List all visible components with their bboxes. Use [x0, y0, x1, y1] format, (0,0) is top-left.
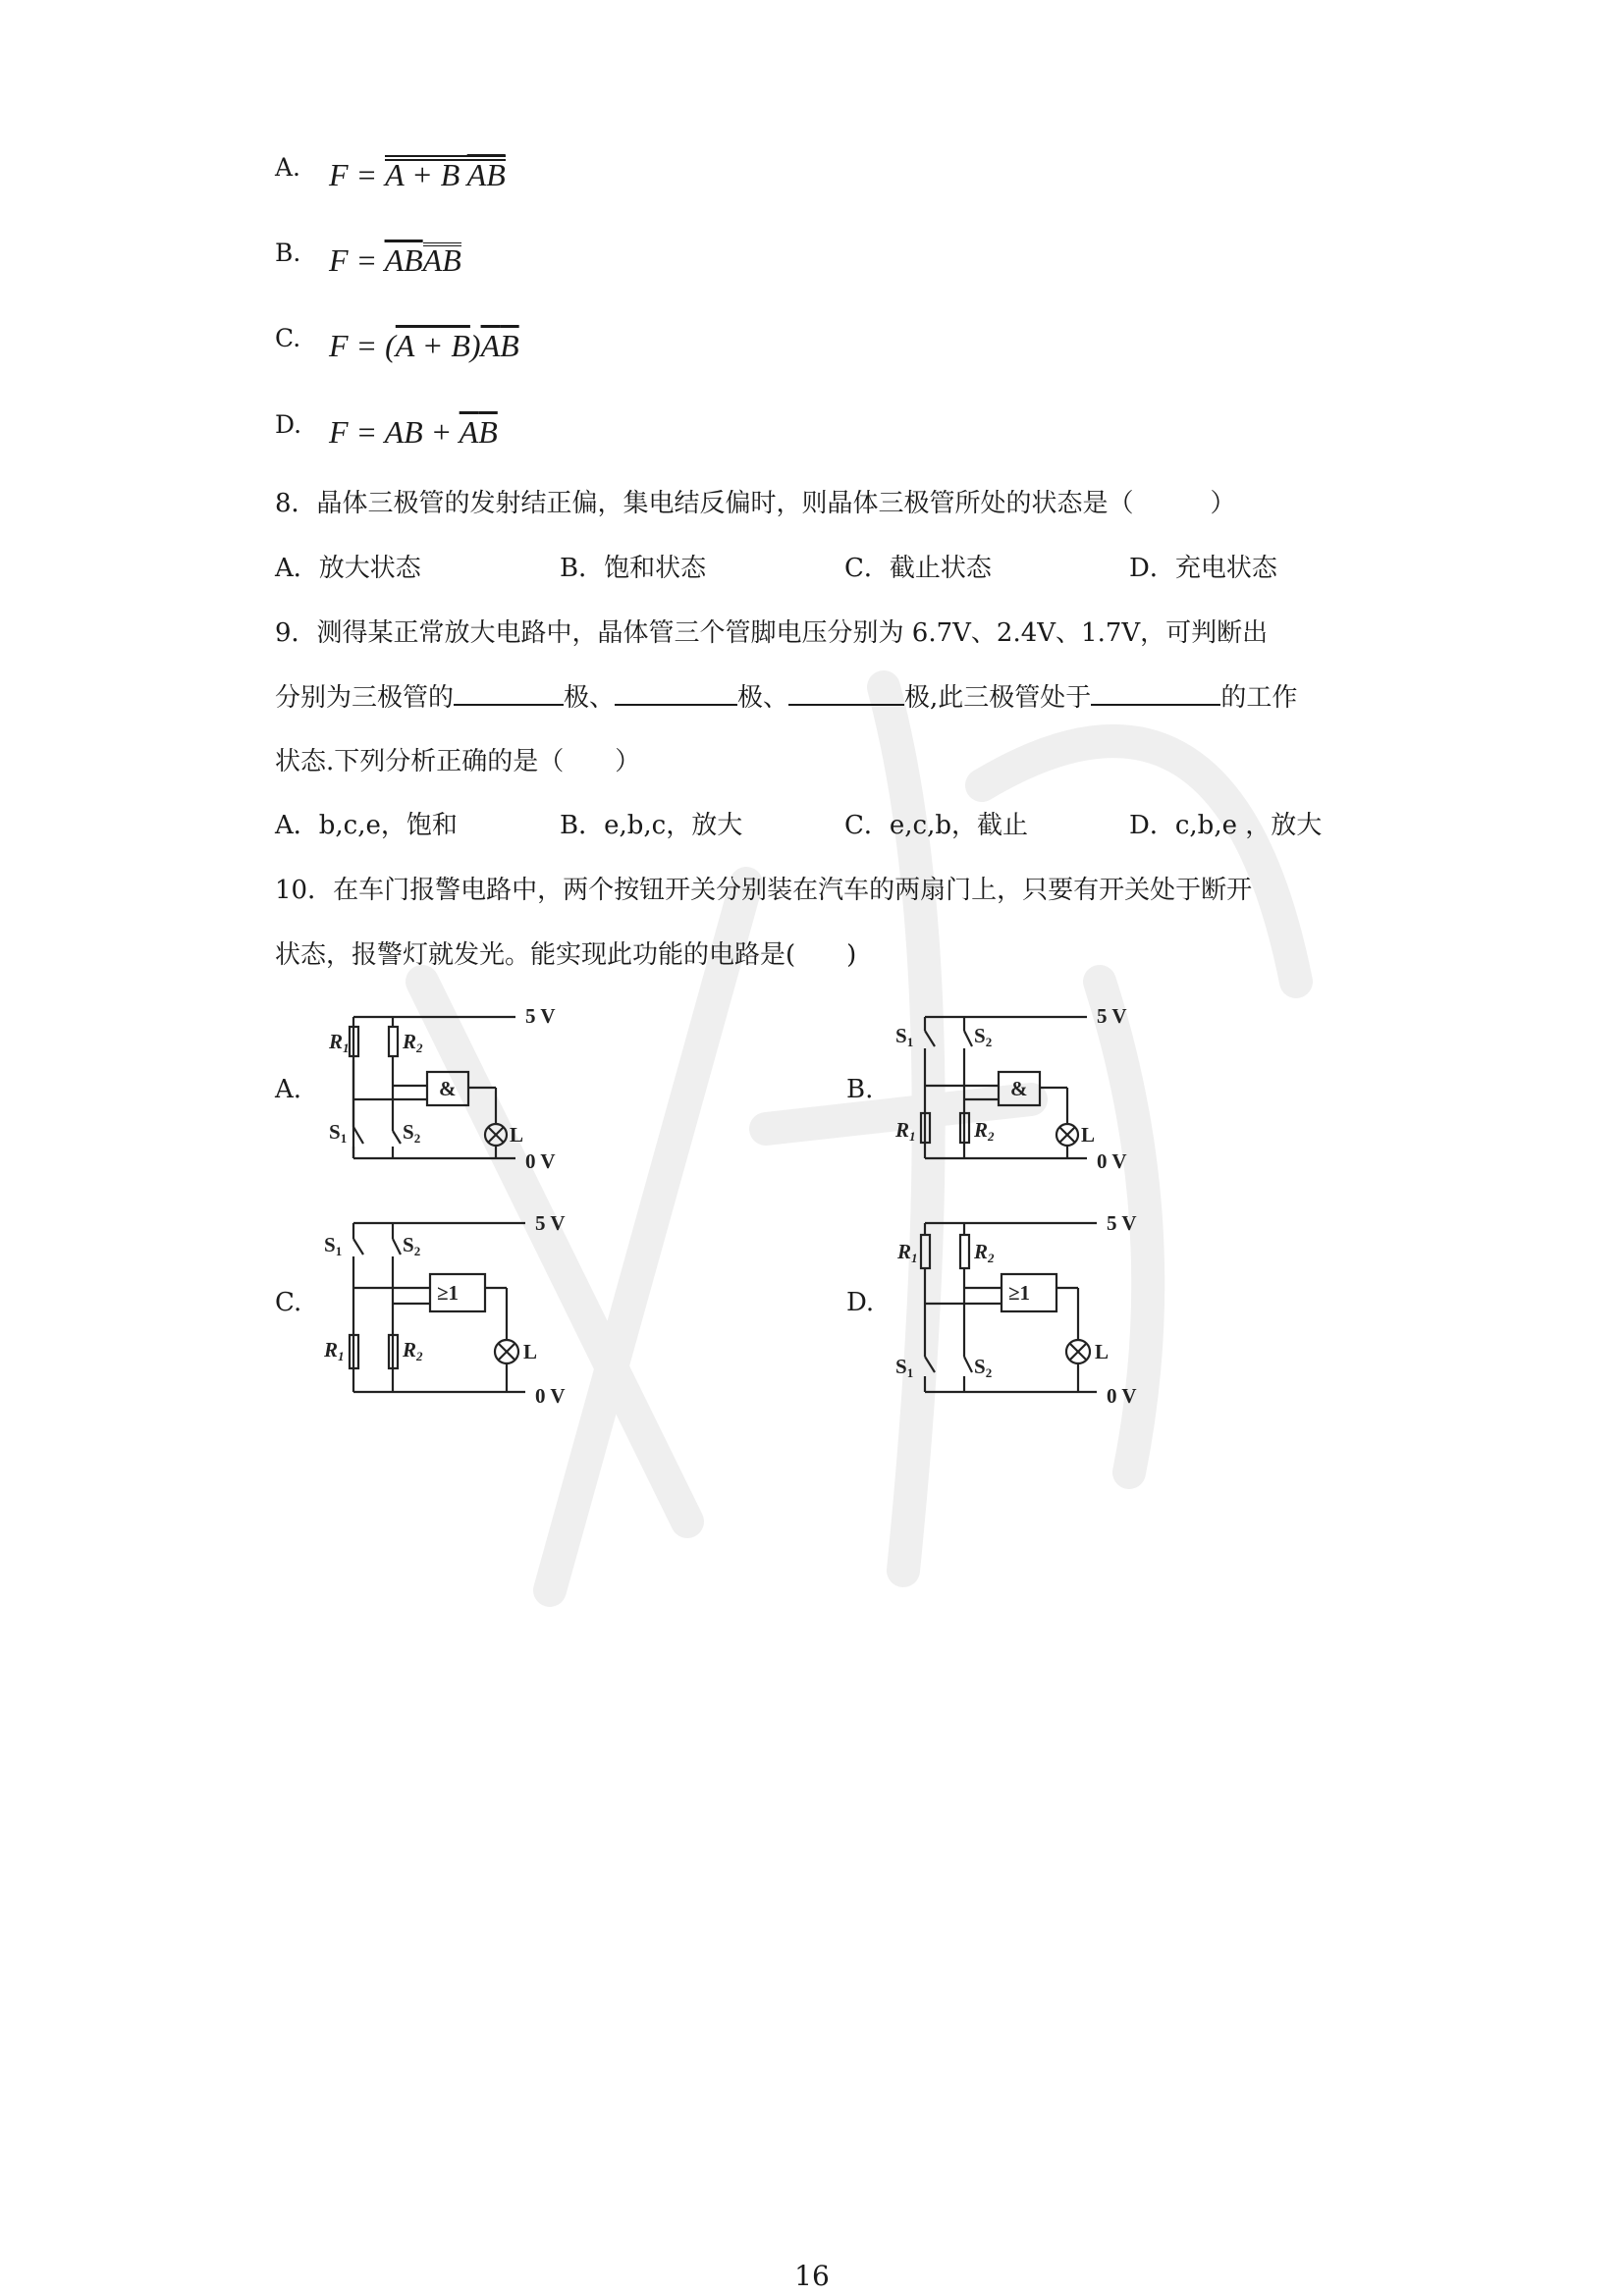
s1-label: S1	[895, 1024, 914, 1049]
r2-label: R2	[403, 1338, 423, 1363]
s2-label: S2	[974, 1355, 993, 1380]
answer-blank[interactable]	[615, 678, 737, 706]
q9-sep-2: 极、	[737, 683, 789, 713]
q9-sep-3: 极,此三极管处于	[904, 683, 1092, 713]
supply-label: 5 V	[1107, 1211, 1137, 1235]
q8-choice-d: D．充电状态	[1129, 554, 1277, 583]
page-number: 16	[794, 2260, 830, 2292]
circuit-option-c-label: C.	[275, 1288, 302, 1317]
q9-line-1: 9．测得某正常放大电路中，晶体管三个管脚电压分别为 6.7V、2.4V、1.7V，可判断出	[275, 618, 1269, 648]
or-gate-symbol: ≥1	[437, 1281, 460, 1305]
supply-label: 5 V	[535, 1211, 566, 1235]
option-label: A.	[275, 153, 301, 182]
r1-label: R1	[897, 1240, 918, 1265]
q8-choice-b: B．饱和状态	[560, 554, 707, 583]
formula-b: $F = \overline{AB}AB$	[329, 242, 461, 278]
r2-label: R2	[403, 1030, 423, 1055]
q9-choice-a: A．b,c,e，饱和	[275, 811, 458, 840]
q8-choice-c: C．截止状态	[844, 554, 992, 583]
q9-prefix: 分别为三极管的	[275, 683, 455, 713]
q9-choice-d: D．c,b,e ，放大	[1129, 811, 1323, 840]
ground-label: 0 V	[1107, 1384, 1137, 1406]
s1-label: S1	[895, 1355, 914, 1380]
s1-label: S1	[324, 1233, 343, 1258]
q9-line-3: 状态.下列分析正确的是（ ）	[275, 747, 641, 776]
q9-sep-1: 极、	[564, 683, 616, 713]
q8-stem: 8．晶体三极管的发射结正偏，集电结反偏时，则晶体三极管所处的状态是（ ）	[275, 489, 1236, 518]
circuit-b-diagram	[895, 1001, 1161, 1173]
answer-blank[interactable]	[454, 678, 564, 706]
s2-label: S2	[403, 1233, 421, 1258]
option-label: B.	[275, 239, 301, 267]
formula-d: F = AB + $\overline{A}\overline{B}$	[329, 414, 498, 450]
r2-label: R2	[974, 1118, 995, 1144]
q9-line-2	[275, 677, 1297, 714]
supply-label: 5 V	[525, 1004, 556, 1028]
q10-line-1: 10．在车门报警电路中，两个按钮开关分别装在汽车的两扇门上，只要有开关处于断开	[275, 876, 1253, 905]
s2-label: S2	[403, 1120, 421, 1146]
answer-blank[interactable]	[788, 678, 904, 706]
circuit-d-diagram	[895, 1209, 1161, 1406]
r2-label: R2	[974, 1240, 995, 1265]
lamp-label: L	[1081, 1123, 1096, 1147]
supply-label: 5 V	[1097, 1004, 1127, 1028]
s2-label: S2	[974, 1024, 993, 1049]
option-label: D.	[275, 410, 302, 439]
formula-a: F = A + B $\overline{AB}$	[329, 157, 506, 192]
or-gate-symbol: ≥1	[1008, 1281, 1031, 1305]
answer-blank[interactable]	[1091, 678, 1220, 706]
q8-choice-a: A．放大状态	[275, 554, 421, 583]
lamp-label: L	[510, 1123, 524, 1147]
and-gate-symbol: &	[439, 1077, 457, 1100]
q9-choice-c: C．e,c,b，截止	[844, 811, 1029, 840]
r1-label: R1	[895, 1118, 916, 1144]
circuit-c-diagram	[324, 1209, 589, 1406]
circuit-option-b-label: B.	[846, 1075, 874, 1104]
lamp-label: L	[523, 1340, 538, 1363]
circuit-option-d-label: D.	[846, 1288, 875, 1317]
circuit-a-diagram	[324, 1001, 589, 1173]
and-gate-symbol: &	[1010, 1077, 1028, 1100]
circuit-option-a-label: A.	[275, 1075, 302, 1104]
r1-label: R1	[324, 1338, 345, 1363]
ground-label: 0 V	[525, 1149, 556, 1173]
q10-line-2: 状态，报警灯就发光。能实现此功能的电路是( )	[275, 940, 857, 970]
q9-suffix: 的工作	[1220, 683, 1298, 713]
lamp-label: L	[1095, 1340, 1110, 1363]
formula-c: $F = (A + B)\overline{A}\overline{B}$	[329, 328, 519, 363]
q9-choice-b: B．e,b,c，放大	[560, 811, 743, 840]
r1-label: R1	[329, 1030, 350, 1055]
option-label: C.	[275, 324, 301, 352]
s1-label: S1	[329, 1120, 348, 1146]
ground-label: 0 V	[1097, 1149, 1127, 1173]
ground-label: 0 V	[535, 1384, 566, 1406]
